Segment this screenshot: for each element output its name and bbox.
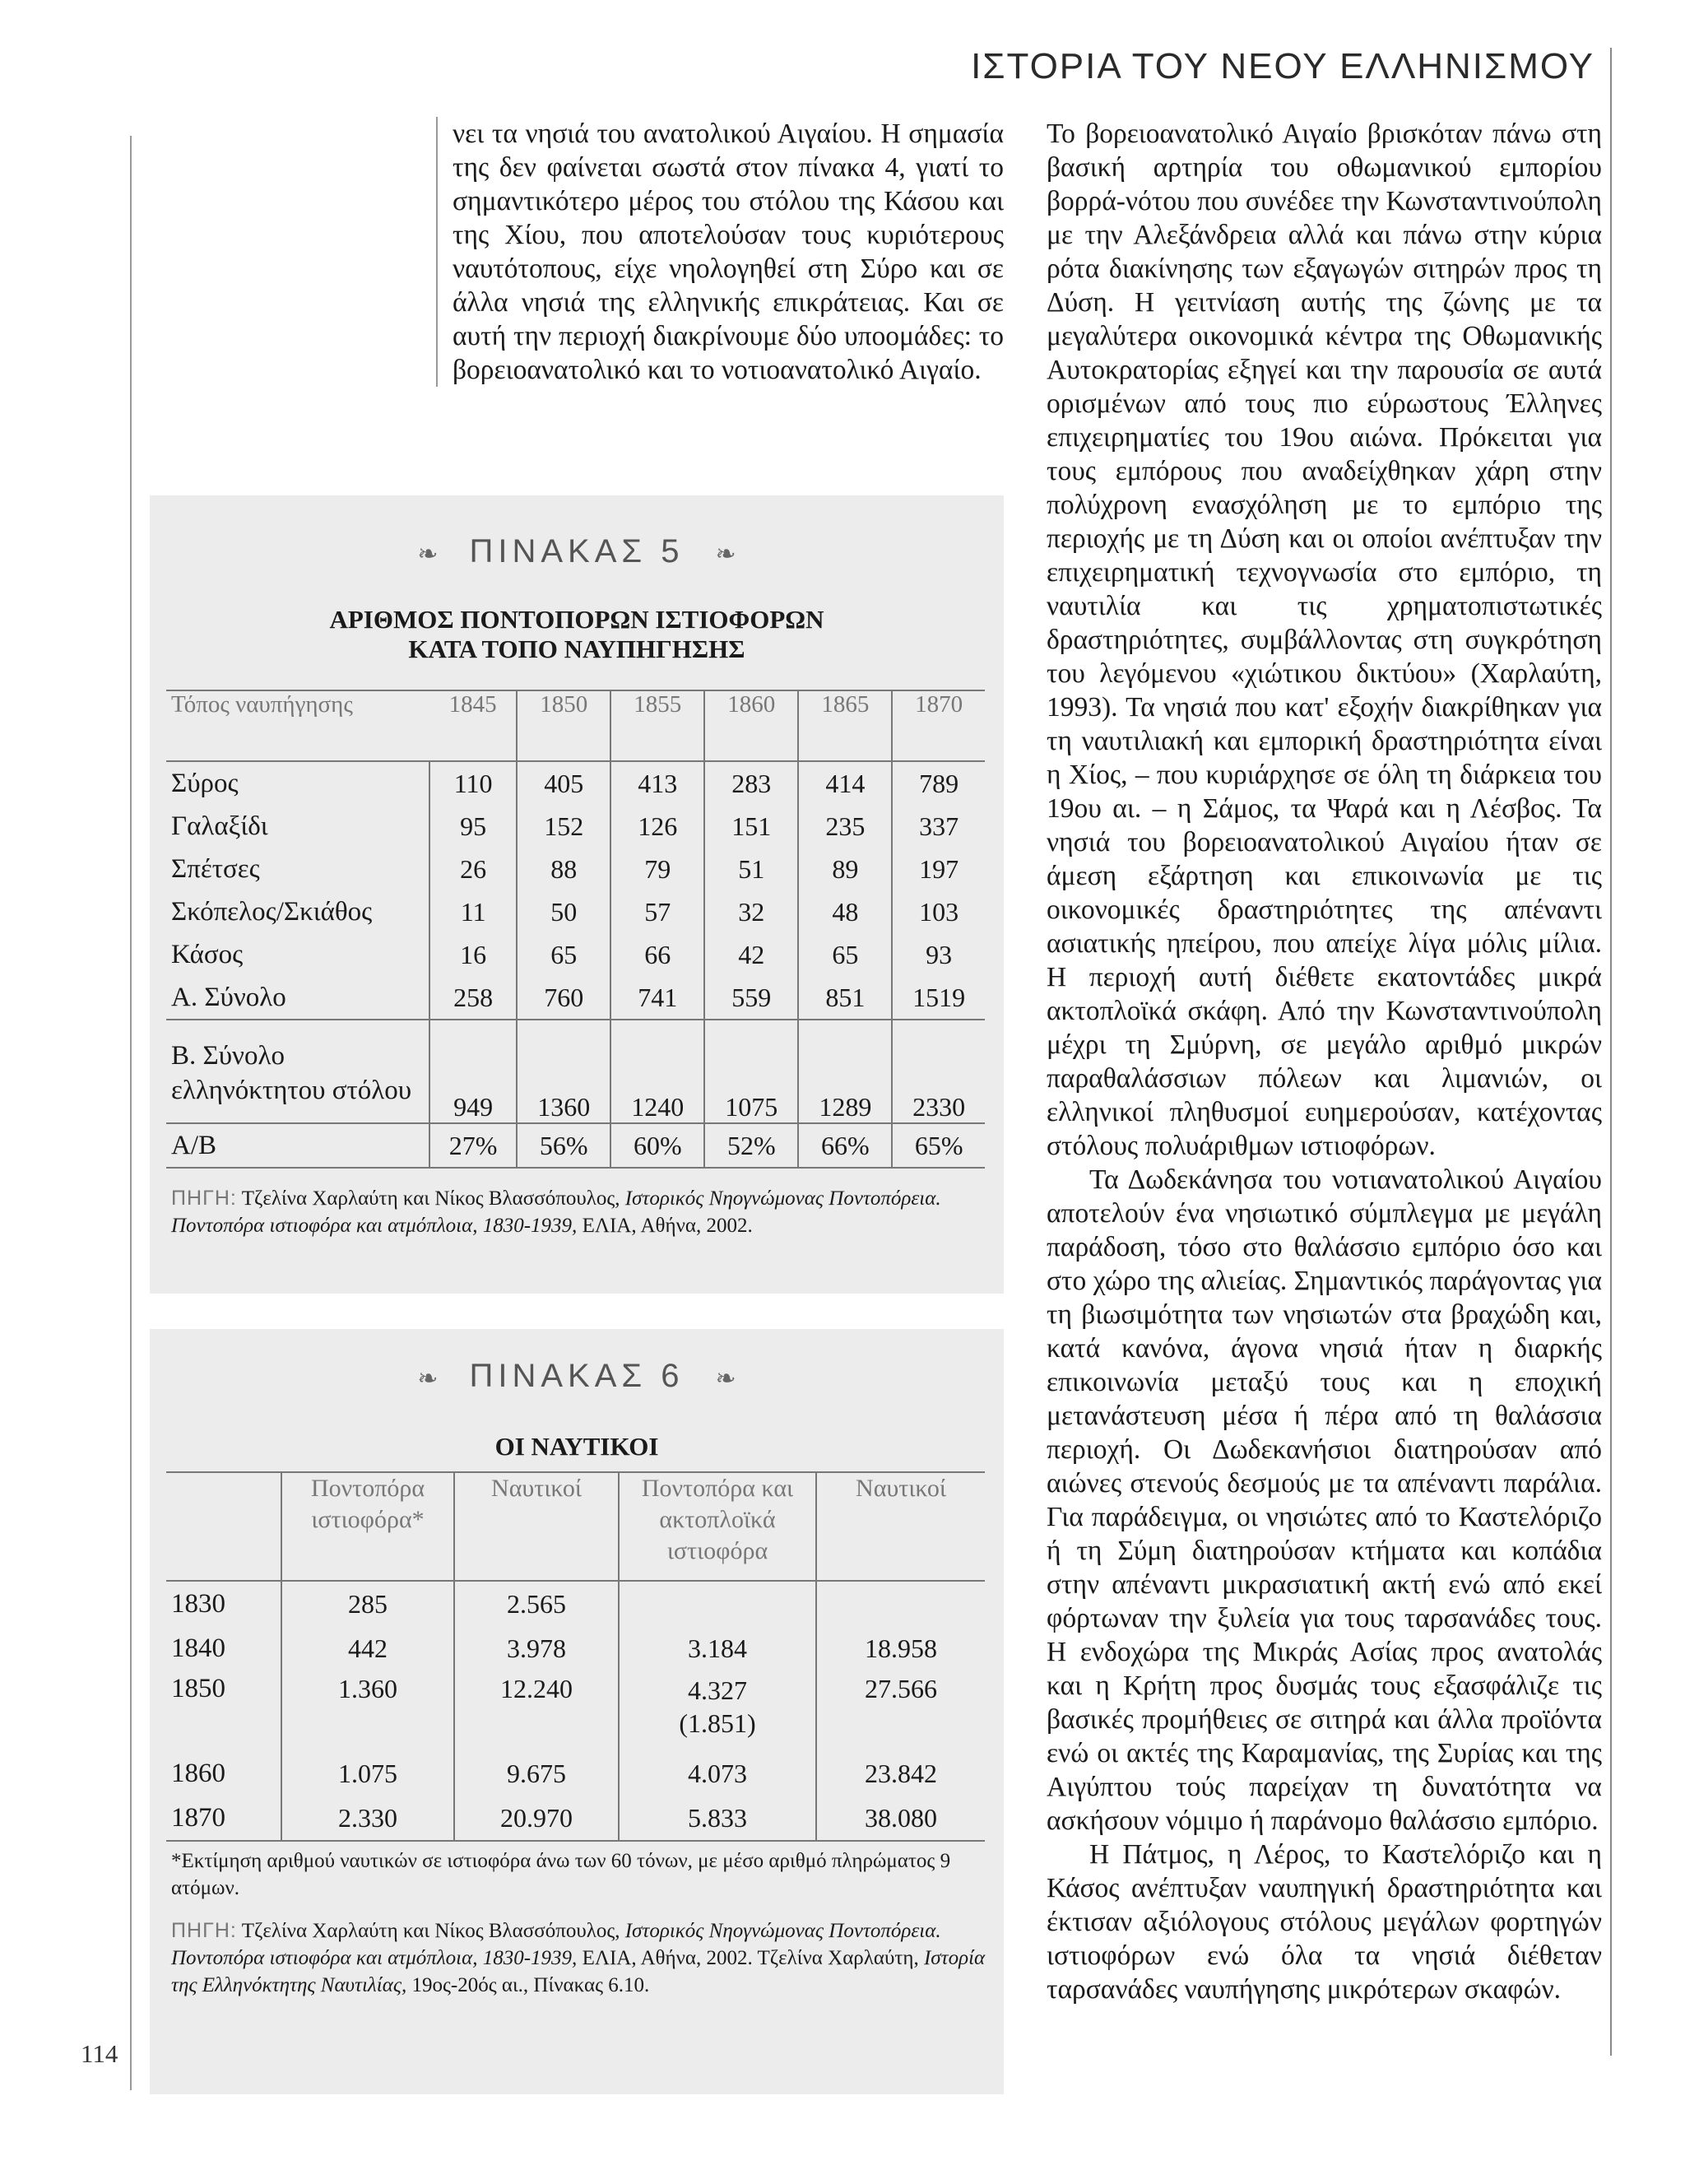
row-label: 1870 — [166, 1796, 281, 1841]
table-cell: 741 — [610, 976, 704, 1020]
table-cell: 1519 — [912, 982, 966, 1012]
table-cell: 442 — [281, 1626, 454, 1671]
paragraph: Το βορειοανατολικό Αιγαίο βρισκόταν πάνω στη βασική αρτηρία του οθωμανικού εμπορίου βορρά-νότου που συνέδεε την Κωνσταντινούπολη με την Αλεξάνδρεια αλλά και πάνω στην κύρια ρότα διακίνησης των εξαγωγών σιτηρών προς τη Δύση. Η γειτνίαση αυτής της ζώνης με τα μεγαλύτερα οικονομικά κέντρα της Οθωμανικής Αυτοκρατορίας εξηγεί και την παρουσία σε αυτά ορισμένων από τους πιο εύρωστους Έλληνες επιχειρηματίες του 19ου αιώνα. Πρόκειται για τους εμπόρους που αναδείχθηκαν χάρη στην πολύχρονη ενασχόληση με το εμπόριο της περιοχής με τη Δύση και οι οποίοι ανέπτυξαν την επιχειρηματική τεχνογνωσία στο εμπόριο, τη ναυτιλία και τις χρηματοπιστωτικές δραστηριότητες, συμβάλλοντας στη συγκρότηση του λεγόμενου «χιώτικου δικτύου» (Χαρλαύτη, 1993). Τα νησιά που κατ' εξοχήν διακρίθηκαν για τη ναυτιλιακή και εμπορική δραστηριότητα είναι η Χίος, – που κυριάρχησε σε όλη τη διάρκεια του 19ου αι. – η Σάμος, τα Ψαρά και η Λέσβος. Τα νησιά του βορειοανατολικού Αιγαίου ήταν σε άμεση εξάρτηση και επικοινωνία με τις οικονομικές δραστηριότητες της απέναντι ασιατικής ηπείρου, που απείχε λίγα μόλις μίλια. Η περιοχή αυτή διέθετε εκατοντάδες μικρά ακτοπλοϊκά σκάφη. Από την Κωνσταντινούπολη μέχρι τη Σμύρνη, σε μεγάλο αριθμό μικρών παραθαλάσσιων πόλεων και λιμανιών, οι ελληνικοί πληθυσμοί ευημερούσαν, κατέχοντας στόλους πολυάριθμων ιστιοφόρων. — [1047, 118, 1602, 1161]
table-cell: 3.978 — [454, 1626, 619, 1671]
table-cell — [619, 1581, 816, 1626]
source-tail: 19ος-20ός αι., Πίνακας 6.10. — [411, 1974, 650, 1996]
source-publisher: ΕΛΙΑ, Αθήνα, 2002. — [582, 1215, 753, 1237]
table-cell: 197 — [919, 853, 959, 884]
row-label: 1850 — [166, 1671, 281, 1751]
table-row — [166, 1751, 985, 1796]
table-cell: 103 — [919, 896, 959, 927]
column-header: Ναυτικοί — [454, 1472, 619, 1581]
row-label: 1860 — [166, 1751, 281, 1796]
table-row — [166, 761, 985, 805]
row-label: 1830 — [166, 1581, 281, 1626]
table-cell: 1.360 — [281, 1671, 454, 1751]
table-cell: 42 — [704, 933, 798, 976]
table-cell: 26 — [429, 848, 517, 890]
table-cell: 3.184 — [619, 1626, 816, 1671]
table-cell: 20.970 — [454, 1796, 619, 1841]
column-header: 1855 — [610, 690, 704, 761]
fleuron-icon: ❧ — [715, 541, 736, 568]
table-row — [166, 1626, 985, 1671]
table-cell: 1075 — [704, 1020, 798, 1123]
fleuron-icon: ❧ — [417, 541, 439, 568]
table-cell: 126 — [610, 805, 704, 848]
table-cell: 2.330 — [281, 1796, 454, 1841]
table-cell: 52% — [704, 1123, 798, 1168]
table-cell: 5.833 — [619, 1796, 816, 1841]
table-cell: 95 — [429, 805, 517, 848]
table-cell: 414 — [798, 761, 892, 805]
column-header: Τόπος ναυπήγησης — [166, 690, 429, 761]
column-header: 1870 — [892, 690, 985, 761]
column-divider-right — [1610, 48, 1612, 2056]
table5-title-line2: ΚΑΤΑ ΤΟΠΟ ΝΑΥΠΗΓΗΣΗΣ — [408, 634, 745, 663]
table-cell: 65 — [517, 933, 610, 976]
table-cell: 27.566 — [865, 1674, 937, 1703]
source-label: ΠΗΓΗ: — [171, 1187, 237, 1210]
source-title: Ιστορικός Νηογνώμονας Ποντοπόρεια. Ποντοπόρα ιστιοφόρα και ατμόπλοια, 1830-1939, — [171, 1920, 941, 1969]
running-head: ΙΣΤΟΡΙΑ ΤΟΥ ΝΕΟΥ ΕΛΛΗΝΙΣΜΟΥ — [971, 46, 1594, 86]
table-cell: 50 — [517, 890, 610, 933]
row-label: Α/Β — [166, 1123, 429, 1168]
table-cell: 851 — [798, 976, 892, 1020]
table-row — [166, 890, 985, 933]
row-label: Σύρος — [166, 761, 429, 805]
table-cell: 2330 — [892, 1020, 985, 1123]
table6-title: ΟΙ ΝΑΥΤΙΚΟΙ — [494, 1432, 659, 1461]
table-cell: 1240 — [610, 1020, 704, 1123]
table-cell: 413 — [610, 761, 704, 805]
row-label: 1840 — [166, 1626, 281, 1671]
table-cell: 1289 — [798, 1020, 892, 1123]
table-cell: 2.565 — [454, 1581, 619, 1626]
row-label: Α. Σύνολο — [166, 976, 429, 1020]
table-row-total-a — [166, 976, 985, 1020]
table-cell: 89 — [798, 848, 892, 890]
column-header: Ποντοπόρα και ακτοπλοϊκά ιστιοφόρα — [619, 1472, 816, 1581]
table-cell: 1360 — [517, 1020, 610, 1123]
table-cell: 152 — [517, 805, 610, 848]
table6-heading-text: ΠΙΝΑΚΑΣ 6 — [469, 1358, 685, 1394]
column-header: 1860 — [704, 690, 798, 761]
table-cell: 38.080 — [816, 1796, 985, 1841]
table-cell: 66% — [798, 1123, 892, 1168]
column-header-empty — [166, 1472, 281, 1581]
table5-header-row — [166, 690, 985, 761]
table-cell: 65 — [798, 933, 892, 976]
table-row — [166, 805, 985, 848]
intro-paragraph: νει τα νησιά του ανατολικού Αιγαίου. Η σημασία της δεν φαίνεται σωστά στον πίνακα 4, γιατί το σημαντικότερο μέρος του στόλου της Κάσου και της Χίου, που αποτελούσαν τους κυριότερους ναυτότοπους, είχε νηολογηθεί στη Σύρο και σε άλλα νησιά της ελληνικής επικράτειας. Και σε αυτή την περιοχή διακρίνουμε δύο υποομάδες: το βορειοανατολικό και το νοτιοανατολικό Αιγαίο. — [436, 117, 1004, 387]
table-cell: 285 — [281, 1581, 454, 1626]
table-cell: 1.075 — [281, 1751, 454, 1796]
column-header: Ναυτικοί — [816, 1472, 985, 1581]
fleuron-icon: ❧ — [417, 1365, 439, 1392]
table-cell: 405 — [517, 761, 610, 805]
table-cell: 93 — [926, 939, 953, 969]
table-cell: 258 — [429, 976, 517, 1020]
table5-title — [150, 605, 1004, 664]
fleuron-icon: ❧ — [715, 1365, 736, 1392]
table-cell: 949 — [429, 1020, 517, 1123]
paragraph: Η Πάτμος, η Λέρος, το Καστελόριζο και η Κάσος ανέπτυξαν ναυπηγική δραστηριότητα και έκτισαν αξιόλογους στόλους μεγάλων φορτηγών ιστιοφόρων ενώ όλα τα νησιά διέθεταν ταρσανάδες ναυπήγησης μικρότερων σκαφών. — [1047, 1839, 1602, 2005]
row-label: Σκόπελος/Σκιάθος — [166, 890, 429, 933]
row-label: Β. Σύνολο ελληνόκτητου στόλου — [166, 1020, 429, 1123]
table-cell: 559 — [704, 976, 798, 1020]
table-cell: 51 — [704, 848, 798, 890]
table-cell: 4.073 — [619, 1751, 816, 1796]
right-column — [1047, 117, 1602, 2006]
table-row — [166, 848, 985, 890]
table5-source — [171, 1185, 986, 1239]
row-label: Σπέτσες — [166, 848, 429, 890]
table-row — [166, 1796, 985, 1841]
table-cell: 32 — [704, 890, 798, 933]
table-cell: 789 — [919, 768, 959, 798]
table-cell: 110 — [429, 761, 517, 805]
table-cell: 16 — [429, 933, 517, 976]
table5-heading-text: ΠΙΝΑΚΑΣ 5 — [469, 533, 685, 569]
table-cell: 27% — [429, 1123, 517, 1168]
table-row — [166, 933, 985, 976]
table-cell: 66 — [610, 933, 704, 976]
paragraph: Τα Δωδεκάνησα του νοτιανατολικού Αιγαίου αποτελούν ένα νησιωτικό σύμπλεγμα με μεγάλη παράδοση, τόσο στο θαλάσσιο εμπόριο όσο και στο χώρο της αλιείας. Σημαντικός παράγοντας για τη βιωσιμότητα των νησιωτών στα βραχώδη και, κατά κανόνα, άγονα νησιά ήταν η διαρκής επικοινωνία μεταξύ τους και η εποχική μετανάστευση μέσα ή πέρα από τη θαλάσσια περιοχή. Οι Δωδεκανήσιοι διατηρούσαν από αιώνες στενούς δεσμούς με τα απέναντι παράλια. Για παράδειγμα, οι νησιώτες από το Καστελόριζο ή τη Σύμη διατηρούσαν κτήματα και κοπάδια στην απέναντι μικρασιατική ακτή ενώ από εκεί φόρτωναν την ξυλεία για τους ταρσανάδες τους. Η ενδοχώρα της Μικράς Ασίας προς ανατολάς και η Κρήτη προς δυσμάς τους εξασφάλιζε τις βασικές προμήθειες σε σιτηρά και άλλα προϊόντα ενώ οι ακτές της Καραμανίας, της Συρίας και της Αιγύπτου τούς παρείχαν τη δυνατότητα να ασκήσουν νόμιμο ή παράνομο θαλάσσιο εμπόριο. — [1047, 1164, 1602, 1836]
table-row — [166, 1671, 985, 1751]
table-cell: 60% — [610, 1123, 704, 1168]
table-cell: 760 — [517, 976, 610, 1020]
source-label: ΠΗΓΗ: — [171, 1919, 237, 1942]
table5 — [166, 690, 985, 1169]
table-row-ratio — [166, 1123, 985, 1168]
table-cell: 79 — [610, 848, 704, 890]
row-label: Γαλαξίδι — [166, 805, 429, 848]
page-number: 114 — [81, 2039, 118, 2068]
column-header: 1845 — [429, 690, 517, 761]
table6 — [166, 1471, 985, 1842]
table-cell: 56% — [517, 1123, 610, 1168]
table-cell: 12.240 — [454, 1671, 619, 1751]
table-row-total-b — [166, 1020, 985, 1123]
table-cell: 65% — [892, 1123, 985, 1168]
source-title-2: Ιστορία της Ελληνόκτητης Ναυτιλίας, — [171, 1947, 986, 1996]
table5-title-line1: ΑΡΙΘΜΟΣ ΠΟΝΤΟΠΟΡΩΝ ΙΣΤΙΟΦΟΡΩΝ — [329, 605, 824, 634]
table-cell: 9.675 — [454, 1751, 619, 1796]
table-cell: 235 — [798, 805, 892, 848]
table-row — [166, 1581, 985, 1626]
table-cell: 48 — [798, 890, 892, 933]
table-cell: 11 — [429, 890, 517, 933]
table-cell: 88 — [517, 848, 610, 890]
table-cell: 18.958 — [865, 1633, 937, 1663]
table-cell: 57 — [610, 890, 704, 933]
table6-heading — [150, 1358, 1004, 1395]
table5-heading — [150, 533, 1004, 570]
table6-footnote: *Εκτίμηση αριθμού ναυτικών σε ιστιοφόρα άνω των 60 τόνων, με μέσο αριθμό πληρώματος 9 ατόμων. — [171, 1850, 951, 1899]
source-authors: Τζελίνα Χαρλαύτη και Νίκος Βλασσόπουλος, — [241, 1187, 620, 1210]
source-publisher: ΕΛΙΑ, Αθήνα, 2002. Τζελίνα Χαρλαύτη, — [582, 1947, 919, 1969]
column-divider-left — [130, 136, 132, 2090]
column-header: Ποντοπόρα ιστιοφόρα* — [281, 1472, 454, 1581]
row-label: Κάσος — [166, 933, 429, 976]
table-cell: 23.842 — [865, 1758, 937, 1788]
source-title: Ιστορικός Νηογνώμονας Ποντοπόρεια. Ποντοπόρα ιστιοφόρα και ατμόπλοια, 1830-1939, — [171, 1187, 941, 1237]
table-cell: 151 — [704, 805, 798, 848]
table6-source — [171, 1917, 986, 1999]
table-cell: 4.327 (1.851) — [619, 1671, 816, 1751]
table-cell: 283 — [704, 761, 798, 805]
table6-header-row — [166, 1472, 985, 1581]
table-cell: 337 — [919, 811, 959, 841]
column-header: 1850 — [517, 690, 610, 761]
source-authors: Τζελίνα Χαρλαύτη και Νίκος Βλασσόπουλος, — [241, 1920, 620, 1942]
table-cell — [816, 1581, 985, 1626]
column-header: 1865 — [798, 690, 892, 761]
